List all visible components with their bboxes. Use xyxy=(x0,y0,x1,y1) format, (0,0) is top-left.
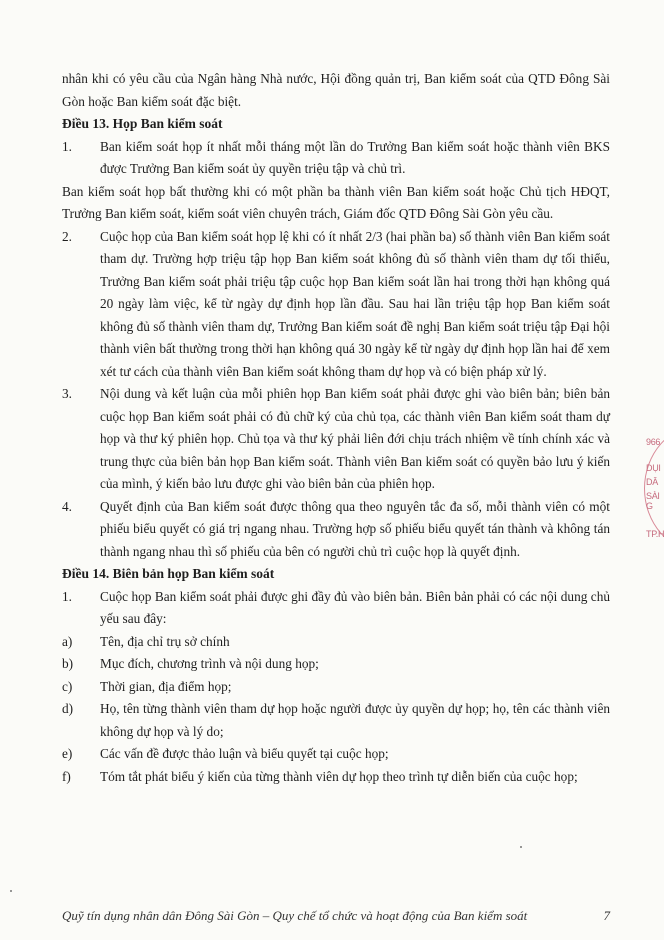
list-item xyxy=(62,676,610,699)
clause-number: 1. xyxy=(62,588,72,604)
clause-number: 2. xyxy=(62,228,72,244)
list-marker: f) xyxy=(62,768,71,784)
list-text: Họ, tên từng thành viên tham dự họp hoặc người được ủy quyền dự họp; họ, tên các thành viên không dự họp và lý do; xyxy=(100,701,610,739)
page-number: 7 xyxy=(603,908,610,923)
article-13-clause-4 xyxy=(62,496,610,564)
list-item xyxy=(62,653,610,676)
page-footer xyxy=(62,908,610,924)
footer-text: Quỹ tín dụng nhân dân Đông Sài Gòn – Quy chế tổ chức và hoạt động của Ban kiểm soát xyxy=(62,908,528,923)
clause-number: 1. xyxy=(62,138,72,154)
list-text: Tên, địa chỉ trụ sở chính xyxy=(100,633,230,649)
stamp-text: TP.H xyxy=(646,529,664,539)
clause-text: Ban kiểm soát họp ít nhất mỗi tháng một lần do Trưởng Ban kiểm soát hoặc thành viên BKS được Trưởng Ban kiểm soát ủy quyền triệu tập và chủ trì. xyxy=(100,138,610,176)
list-marker: c) xyxy=(62,678,73,694)
stamp-text: 966 xyxy=(646,437,661,447)
clause-text: Quyết định của Ban kiểm soát được thông qua theo nguyên tắc đa số, mỗi thành viên có một phiếu biểu quyết có giá trị ngang nhau. Trường hợp số phiếu biểu quyết tán thành và không tán thành ngang nhau thì số phiếu của bên có người chủ trì cuộc họp là quyết định. xyxy=(100,498,610,559)
list-item xyxy=(62,631,610,654)
stamp-seal-edge xyxy=(642,425,664,550)
list-item xyxy=(62,766,610,789)
scan-speck xyxy=(520,846,522,848)
page-body xyxy=(62,68,610,788)
list-marker: e) xyxy=(62,746,73,761)
stamp-text: SÀI G xyxy=(646,491,660,511)
list-text: Các vấn đề được thảo luận và biểu quyết tại cuộc họp; xyxy=(100,746,389,761)
clause-text: Cuộc họp Ban kiểm soát phải được ghi đầy đủ vào biên bản. Biên bản phải có các nội dung chủ yếu sau đây: xyxy=(100,588,610,626)
stamp-text: DỤI xyxy=(646,463,661,473)
article-14-list xyxy=(62,631,610,789)
list-marker: a) xyxy=(62,633,73,649)
list-text: Mục đích, chương trình và nội dung họp; xyxy=(100,656,319,671)
article-13-clause-3 xyxy=(62,383,610,496)
stamp-text: DÂ xyxy=(646,477,658,487)
clause-text: Nội dung và kết luận của mỗi phiên họp Ban kiểm soát phải được ghi vào biên bản; biên bản cuộc họp Ban kiểm soát phải có đủ chữ ký của chủ tọa, các thành viên Ban kiểm soát tham dự họp và thư ký phiên họp. Chủ tọa và thư ký phải liên đới chịu trách nhiệm về tính chính xác và trung thực của biên bản họp Ban kiểm soát. Thành viên Ban kiểm soát có quyền bảo lưu ý kiến của mình, ý kiến bảo lưu được ghi vào biên bản của phiên họp. xyxy=(100,386,610,491)
intro-paragraph: nhân khi có yêu cầu của Ngân hàng Nhà nước, Hội đồng quản trị, Ban kiểm soát của QTD Đông Sài Gòn hoặc Ban kiểm soát đặc biệt. xyxy=(62,71,610,109)
scan-speck xyxy=(10,890,12,892)
article-13-clause-1-continued: Ban kiểm soát họp bất thường khi có một phần ba thành viên Ban kiểm soát hoặc Chủ tịch HĐQT, Trưởng Ban kiểm soát, kiểm soát viên chuyên trách, Giám đốc QTD Đông Sài Gòn yêu cầu. xyxy=(62,183,610,221)
article-14-clause-1 xyxy=(62,586,610,631)
clause-text: Cuộc họp của Ban kiểm soát họp lệ khi có ít nhất 2/3 (hai phần ba) số thành viên Ban kiểm soát tham dự. Trường hợp triệu tập họp Ban kiểm soát không đủ số thành viên tham dự tối thiểu, Trưởng Ban kiểm soát phải triệu tập cuộc họp Ban kiểm soát lần hai trong thời hạn không quá 20 ngày làm việc, kể từ ngày dự định họp lần đầu. Sau hai lần triệu tập họp Ban kiểm soát không đủ số thành viên tham dự, Trưởng Ban kiểm soát đề nghị Ban kiểm soát triệu tập Đại hội thành viên bất thường trong thời hạn không quá 30 ngày kể từ ngày dự định họp lần hai để xem xét tư cách của thành viên Ban kiểm soát không tham dự họp và có biện pháp xử lý. xyxy=(100,228,610,379)
article-13-clause-2 xyxy=(62,226,610,384)
list-text: Thời gian, địa điểm họp; xyxy=(100,678,232,694)
article-13-clause-1 xyxy=(62,136,610,181)
clause-number: 4. xyxy=(62,498,72,514)
clause-number: 3. xyxy=(62,386,72,401)
list-item xyxy=(62,698,610,743)
list-marker: d) xyxy=(62,701,74,716)
article-14-heading: Điều 14. Biên bản họp Ban kiểm soát xyxy=(62,566,275,581)
list-marker: b) xyxy=(62,656,74,671)
list-item xyxy=(62,743,610,766)
article-13-heading: Điều 13. Họp Ban kiểm soát xyxy=(62,116,223,131)
list-text: Tóm tắt phát biểu ý kiến của từng thành viên dự họp theo trình tự diễn biến của cuộc họp; xyxy=(100,768,578,784)
